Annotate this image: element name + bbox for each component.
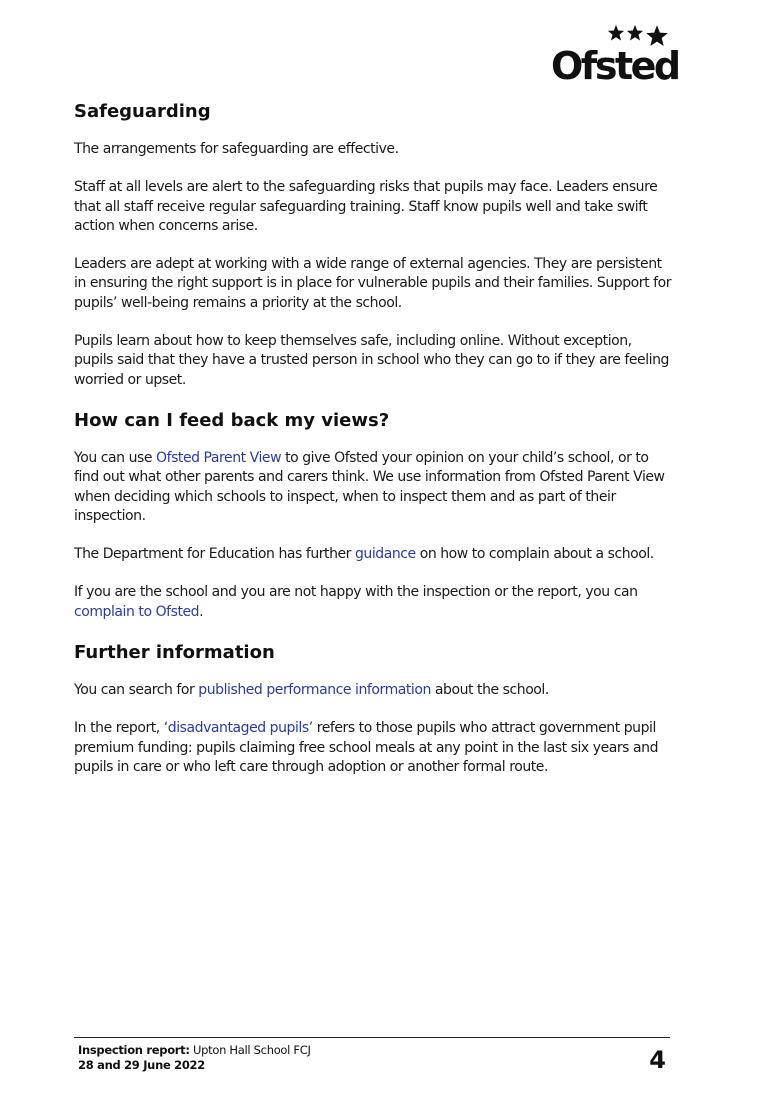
paragraph-text: about the school. (430, 682, 549, 699)
paragraph-text: You can search for (74, 682, 199, 699)
paragraph-text: In the report, (74, 720, 164, 737)
paragraph: Leaders are adept at working with a wide range of external agencies. They are persistent in ensuring the right support is in place for vulnerable pupils and their families. Support for pupils’ well-being remains a priority at the school. (74, 256, 672, 311)
footer-school-name: Upton Hall School FCJ (193, 1043, 311, 1057)
footer-dates-line (78, 1058, 670, 1073)
guidance-link[interactable]: guidance (355, 546, 416, 563)
ofsted-parent-view-link[interactable]: Ofsted Parent View (156, 449, 282, 466)
feedback-section (74, 409, 674, 622)
footer-report-label: Inspection report: (78, 1043, 190, 1057)
paragraph: Staff at all levels are alert to the safeguarding risks that pupils may face. Leaders ensure that all staff receive regular safeguarding training. Staff know pupils well and take swift action when concerns arise. (74, 179, 658, 234)
paragraph-text: You can use (74, 449, 157, 466)
section-heading-safeguarding: Safeguarding (74, 101, 211, 122)
paragraph (74, 583, 674, 622)
ofsted-wordmark: Ofsted (551, 44, 679, 88)
paragraph-text: . (199, 603, 204, 620)
paragraph-text: If you are the school and you are not happy with the inspection or the report, you can (74, 584, 638, 601)
paragraph (74, 545, 674, 564)
paragraph-text: The Department for Education has further (74, 546, 355, 563)
disadvantaged-pupils-link[interactable]: ‘disadvantaged pupils’ (163, 720, 313, 737)
ofsted-logo (551, 24, 679, 88)
paragraph (74, 681, 674, 700)
paragraph (74, 719, 674, 777)
paragraph: Pupils learn about how to keep themselves safe, including online. Without exception, pupils said that they have a trusted person in school who they can go to if they are feeling worried or upset. (74, 333, 669, 388)
page-footer (74, 1037, 670, 1073)
performance-information-link[interactable]: published performance information (198, 682, 431, 699)
safeguarding-section (74, 100, 674, 390)
footer-dates: 28 and 29 June 2022 (78, 1058, 205, 1072)
complain-to-ofsted-link[interactable]: complain to Ofsted (74, 603, 200, 620)
further-information-section (74, 641, 674, 777)
star-icon (626, 24, 644, 42)
section-heading-further-information: Further information (74, 642, 275, 664)
paragraph-text: refers to those pupils who attract government pupil premium funding: pupils claiming free school meals at any point in the last six years and pupils in care or who left care through adoption or another formal route. (74, 720, 659, 775)
paragraph-text: to give Ofsted your opinion on your child’s school, or to find out what other parents and carers think. We use information from Ofsted Parent View when deciding which schools to inspect, when to inspect them and as part of their inspection. (74, 449, 665, 524)
footer-report-line (78, 1043, 670, 1058)
star-icon (607, 24, 625, 42)
report-content (74, 100, 674, 796)
paragraph: The arrangements for safeguarding are effective. (74, 141, 399, 157)
page-number: 4 (649, 1046, 666, 1074)
paragraph (74, 449, 674, 526)
paragraph-text: on how to complain about a school. (415, 546, 654, 563)
section-heading-feedback: How can I feed back my views? (74, 409, 390, 431)
